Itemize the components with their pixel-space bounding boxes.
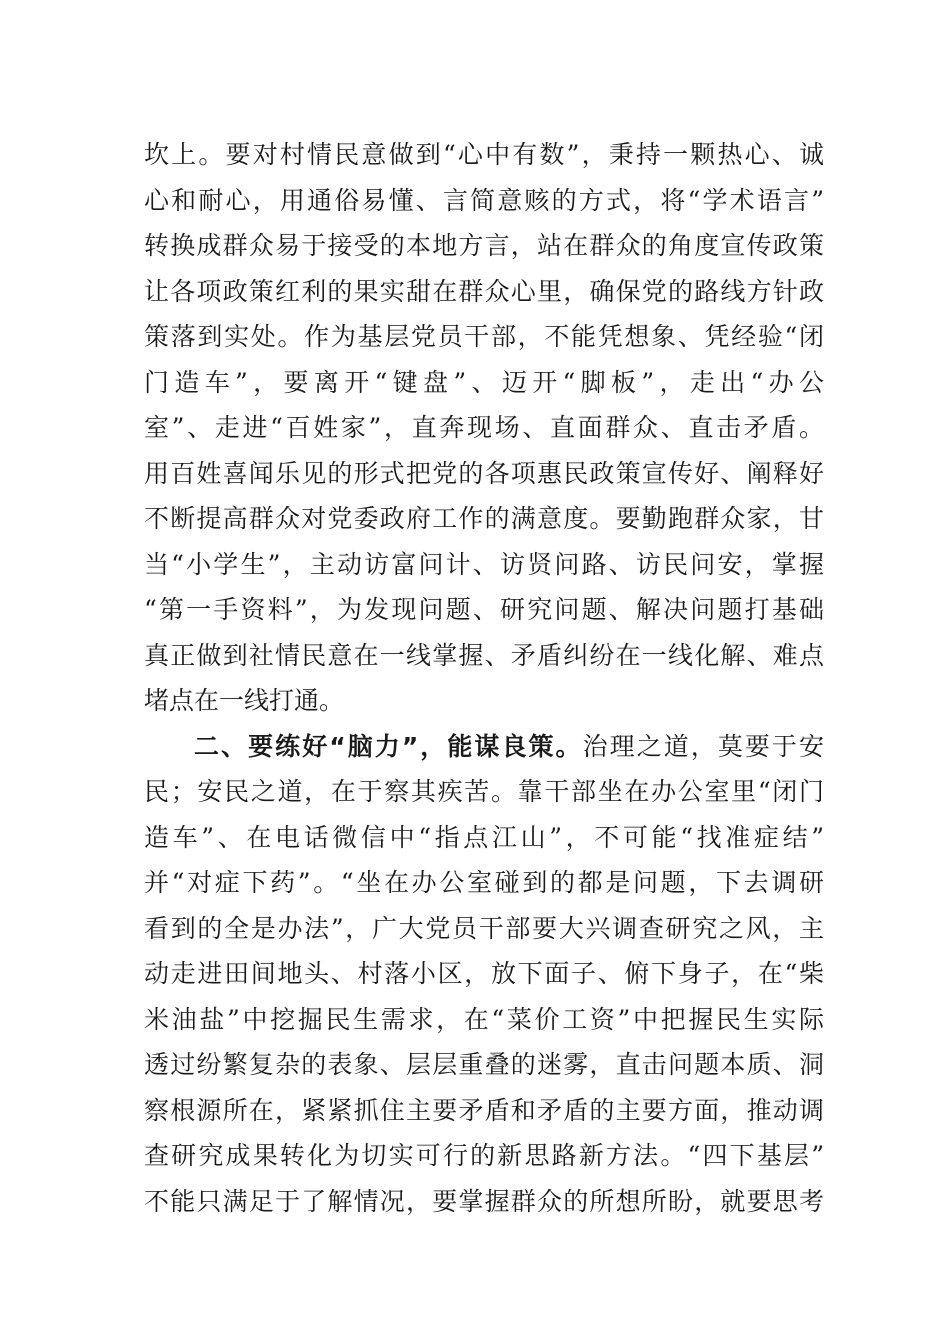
text-line: 室”、走进“百姓家”，直奔现场、直面群众、直击矛盾。 (144, 413, 824, 442)
text-line: 转换成群众易于接受的本地方言，站在群众的角度宣传政策 (144, 231, 824, 260)
text-line: 堵点在一线打通。 (144, 686, 345, 715)
paragraph-2 (144, 724, 824, 1225)
text-line: 策落到实处。作为基层党员干部，不能凭想象、凭经验“闭 (144, 322, 824, 351)
section-heading: 二、要练好“脑力”，能谋良策。 (194, 731, 583, 761)
text-line: 坎上。要对村情民意做到“心中有数”，秉持一颗热心、诚 (144, 140, 824, 169)
text-line: 透过纷繁复杂的表象、层层重叠的迷雾，直击问题本质、洞 (144, 1050, 824, 1079)
text-line: 造车”、在电话微信中“指点江山”，不可能“找准症结” (144, 822, 824, 852)
text-line: 用百姓喜闻乐见的形式把党的各项惠民政策宣传好、阐释好 (144, 458, 824, 488)
text-line: 动走进田间地头、村落小区，放下面子、俯下身子，在“柴 (144, 959, 824, 988)
text-line: “第一手资料”，为发现问题、研究问题、解决问题打基础 (144, 595, 824, 624)
text-line: 让各项政策红利的果实甜在群众心里，确保党的路线方针政 (144, 276, 824, 306)
text-line: 门造车”，要离开“键盘”、迈开“脚板”，走出“办公 (144, 367, 824, 397)
text-line: 并“对症下药”。“坐在办公室碰到的都是问题，下去调研 (144, 868, 824, 897)
text-line: 真正做到社情民意在一线掌握、矛盾纠纷在一线化解、难点 (144, 640, 824, 670)
text-line: 不能只满足于了解情况，要掌握群众的所想所盼，就要思考 (144, 1186, 824, 1216)
text-line: 察根源所在，紧紧抓住主要矛盾和矛盾的主要方面，推动调 (144, 1095, 824, 1125)
text-line: 当“小学生”，主动访富问计、访贤问路、访民问安，掌握 (144, 549, 824, 579)
text-line: 不断提高群众对党委政府工作的满意度。要勤跑群众家，甘 (144, 504, 824, 533)
text-line: 查研究成果转化为切实可行的新思路新方法。“四下基层” (144, 1141, 824, 1170)
paragraph-1 (144, 132, 824, 724)
heading-line-text: 治理之道，莫要于安 (582, 731, 824, 761)
text-line: 民；安民之道，在于察其疾苦。靠干部坐在办公室里“闭门 (144, 777, 824, 806)
document-body (144, 132, 824, 1224)
text-line: 米油盐”中挖掘民生需求，在“菜价工资”中把握民生实际 (144, 1004, 824, 1034)
section-heading-line (144, 724, 824, 770)
text-line: 心和耐心，用通俗易懂、言简意赅的方式，将“学术语言” (144, 185, 824, 215)
text-line: 看到的全是办法”，广大党员干部要大兴调查研究之风，主 (144, 913, 824, 943)
